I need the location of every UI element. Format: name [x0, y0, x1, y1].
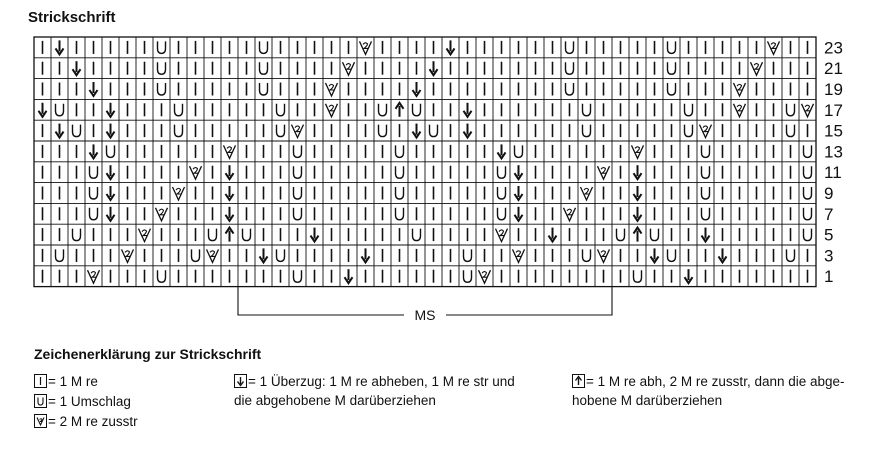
chart-title: Strickschrift — [28, 9, 116, 26]
row-number: 7 — [824, 204, 834, 224]
row-number: 5 — [824, 225, 834, 245]
repeat-bracket-left — [238, 287, 404, 315]
row-number: 19 — [824, 80, 843, 99]
legend-label-continued: die abgehobene M darüberziehen — [234, 393, 436, 408]
row-number: 17 — [824, 100, 843, 120]
row-number: 9 — [824, 184, 834, 203]
legend-item-sk2p — [572, 372, 845, 410]
row-number: 1 — [824, 267, 834, 287]
legend-label: = 1 M re abh, 2 M re zusstr, dann die abge- — [586, 374, 845, 389]
legend-heading: Zeichenerklärung zur Strickschrift — [34, 346, 262, 362]
repeat-bracket-right — [446, 287, 612, 315]
row-number: 21 — [824, 59, 843, 79]
legend-label: = 2 M re zusstr — [48, 414, 138, 429]
legend-label-continued: hobene M darüberziehen — [572, 393, 723, 408]
row-number: 11 — [824, 163, 842, 183]
repeat-label: MS — [414, 307, 436, 323]
knit-symbol-icon — [34, 374, 47, 388]
legend-item-k2tog — [34, 412, 138, 431]
legend-item-yarnover — [34, 392, 131, 411]
yarnover-symbol-icon — [34, 394, 47, 408]
legend-item-knit — [34, 372, 98, 391]
legend-label: = 1 Umschlag — [48, 394, 131, 409]
arrow-down-symbol-icon — [234, 374, 247, 388]
row-number: 13 — [824, 142, 843, 162]
legend-label: = 1 M re — [48, 374, 98, 389]
row-number: 23 — [824, 38, 843, 58]
row-number: 3 — [824, 246, 834, 266]
k2tog-symbol-icon — [34, 414, 47, 428]
legend-label: = 1 Überzug: 1 M re abheben, 1 M re str und — [248, 374, 515, 389]
row-number: 15 — [824, 121, 843, 141]
legend-item-skp — [234, 372, 515, 410]
arrow-up-symbol-icon — [572, 374, 585, 388]
